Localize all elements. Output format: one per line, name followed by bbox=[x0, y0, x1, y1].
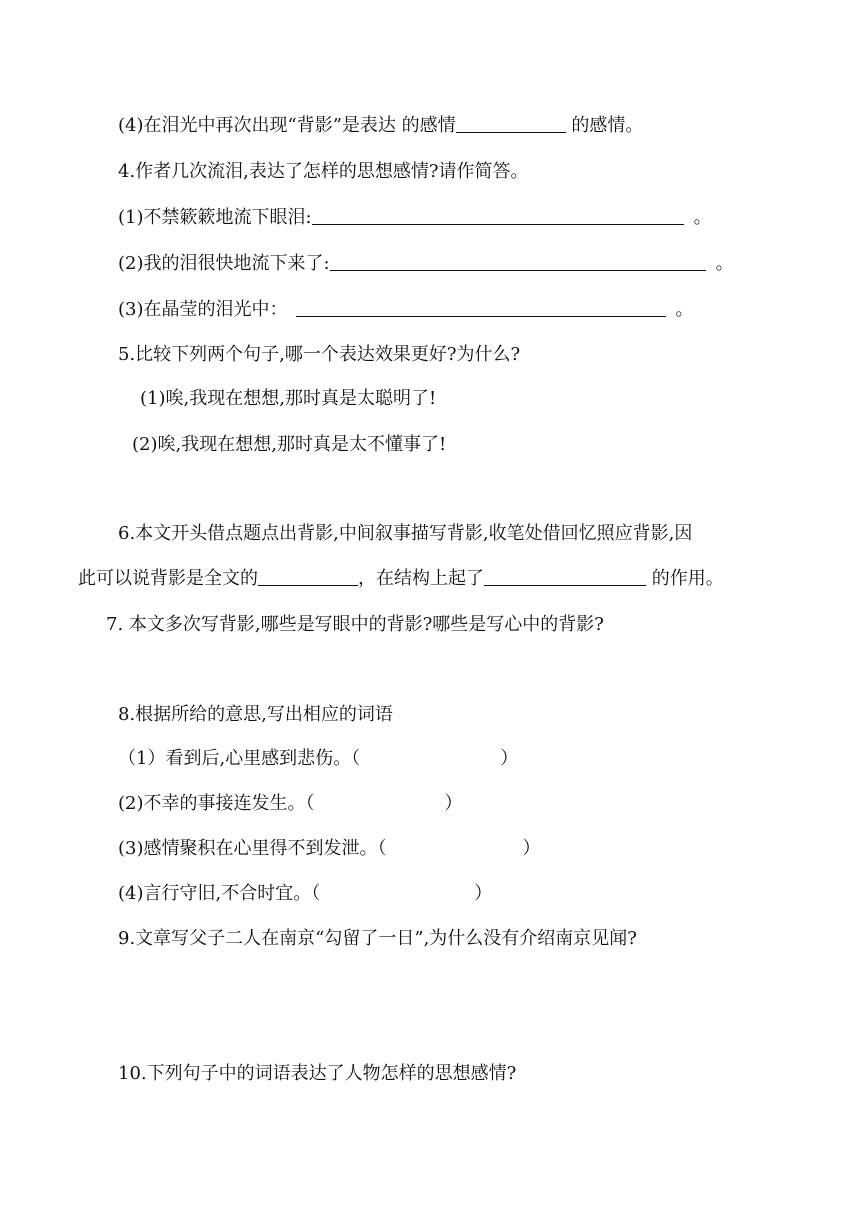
q8-item-3 bbox=[118, 836, 541, 862]
answer-blank[interactable] bbox=[330, 252, 706, 271]
q3-item-4-suffix: 的感情。 bbox=[565, 115, 644, 136]
q5-stem: 5.比较下列两个句子,哪一个表达效果更好?为什么? bbox=[118, 344, 521, 365]
q4-item-1-text: (1)不禁簌簌地流下眼泪: bbox=[118, 207, 312, 228]
answer-blank[interactable] bbox=[258, 567, 358, 586]
q8-item-2-text: (2)不幸的事接连发生。（ bbox=[118, 793, 315, 814]
q3-item-4 bbox=[118, 113, 643, 139]
q8-item-4 bbox=[118, 881, 492, 907]
q6-line-1: 6.本文开头借点题点出背影,中间叙事描写背影,收笔处借回忆照应背影,因 bbox=[118, 523, 693, 544]
q4-item-3 bbox=[118, 297, 694, 323]
q7-stem: 7. 本文多次写背影,哪些是写眼中的背影?哪些是写心中的背影? bbox=[106, 614, 604, 635]
q6-line-2-end: 的作用。 bbox=[646, 568, 724, 589]
q8-item-1-text: （1）看到后,心里感到悲伤。（ bbox=[118, 748, 361, 769]
period: 。 bbox=[675, 299, 694, 320]
close-paren: ） bbox=[500, 748, 519, 769]
close-paren: ） bbox=[474, 883, 493, 904]
q4-item-3-text: (3)在晶莹的泪光中： bbox=[118, 299, 288, 320]
close-paren: ） bbox=[522, 838, 541, 859]
q4-item-2 bbox=[118, 251, 734, 277]
q6-line-2-mid: ，在结构上起了 bbox=[358, 568, 484, 589]
answer-blank[interactable] bbox=[456, 114, 566, 133]
q8-item-4-text: (4)言行守旧,不合时宜。（ bbox=[118, 883, 321, 904]
q8-item-2 bbox=[118, 791, 463, 817]
q4-item-1 bbox=[118, 205, 712, 231]
q4-stem: 4.作者几次流泪,表达了怎样的思想感情?请作简答。 bbox=[118, 161, 529, 182]
close-paren: ） bbox=[444, 793, 463, 814]
period: 。 bbox=[715, 253, 734, 274]
q5-sentence-2: (2)唉,我现在想想,那时真是太不懂事了! bbox=[132, 434, 447, 455]
q9-stem: 9.文章写父子二人在南京“勾留了一日”,为什么没有介绍南京见闻? bbox=[118, 928, 637, 949]
q6-line-2-text: 此可以说背影是全文的 bbox=[78, 568, 258, 589]
q5-sentence-1: (1)唉,我现在想想,那时真是太聪明了! bbox=[140, 388, 437, 409]
q10-stem: 10.下列句子中的词语表达了人物怎样的思想感情? bbox=[118, 1063, 517, 1084]
q4-item-2-text: (2)我的泪很快地流下来了: bbox=[118, 253, 330, 274]
q8-item-3-text: (3)感情聚积在心里得不到发泄。（ bbox=[118, 838, 387, 859]
q3-item-4-text: (4)在泪光中再次出现“背影”是表达 的感情 bbox=[118, 115, 456, 136]
answer-blank[interactable] bbox=[296, 298, 666, 317]
q8-item-1 bbox=[118, 746, 518, 772]
q8-stem: 8.根据所给的意思,写出相应的词语 bbox=[118, 704, 393, 725]
period: 。 bbox=[693, 207, 712, 228]
answer-blank[interactable] bbox=[484, 567, 646, 586]
q6-line-2 bbox=[78, 566, 724, 592]
answer-blank[interactable] bbox=[312, 206, 684, 225]
